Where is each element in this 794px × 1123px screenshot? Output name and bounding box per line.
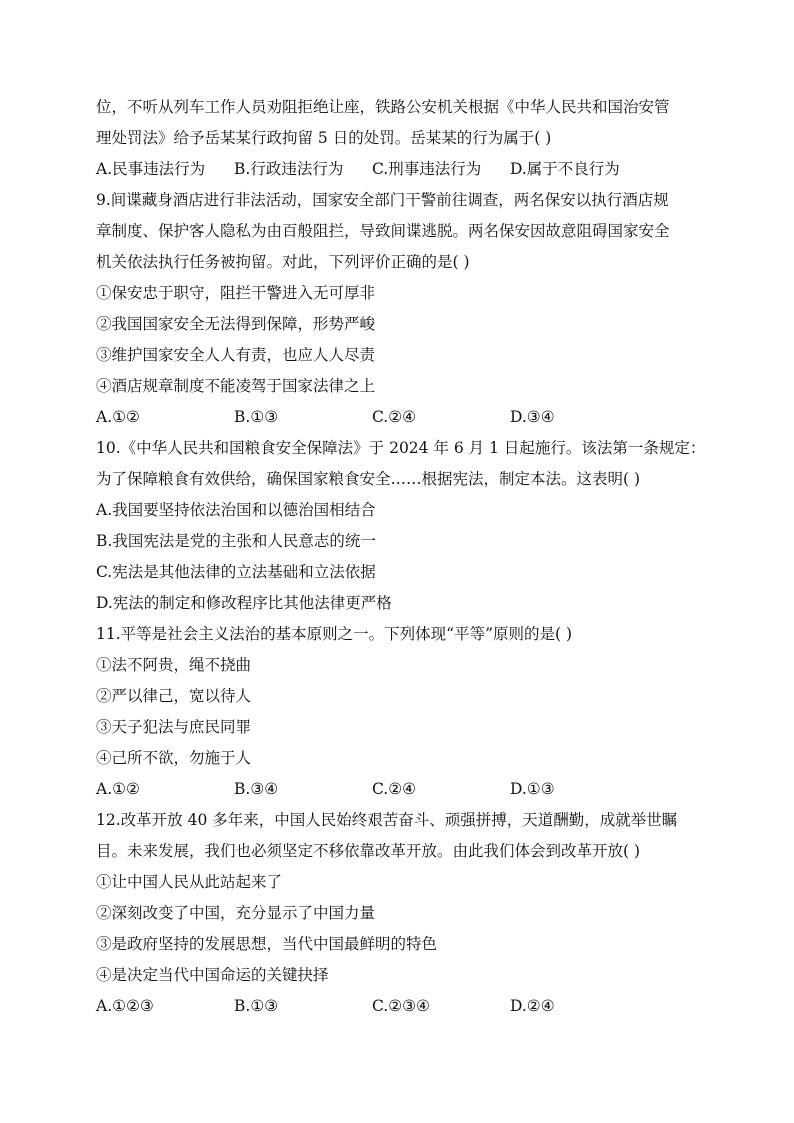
question-8-continued	[96, 92, 706, 185]
question-text-line: 9.间谍藏身酒店进行非法活动，国家安全部门干警前往调查，两名保安以执行酒店规	[96, 191, 669, 209]
question-text-line: 为了保障粮食有效供给，确保国家粮食安全……根据宪法，制定本法。这表明( )	[96, 470, 641, 488]
option-c: C.②④	[372, 780, 417, 798]
option-b: B.③④	[234, 780, 279, 798]
option-a: A.①②	[96, 408, 140, 426]
option-d: D.②④	[510, 997, 555, 1015]
statement-item: ④是决定当代中国命运的关键抉择	[96, 966, 329, 984]
option-b: B.行政违法行为	[234, 160, 344, 178]
question-text-line: 10.《中华人民共和国粮食安全保障法》于 2024 年 6 月 1 日起施行。该法第一条规定：	[96, 439, 706, 457]
statement-item: ③天子犯法与庶民同罪	[96, 718, 252, 736]
question-12	[96, 805, 706, 1022]
option-c: C.刑事违法行为	[372, 160, 482, 178]
option-a: A.我国要坚持依法治国和以德治国相结合	[96, 501, 376, 519]
option-d: D.属于不良行为	[510, 160, 620, 178]
statement-item: ①保安忠于职守，阻拦干警进入无可厚非	[96, 284, 376, 302]
option-a: A.①②	[96, 780, 140, 798]
question-10	[96, 433, 706, 619]
option-d: D.①③	[510, 780, 555, 798]
answer-options	[96, 402, 706, 433]
option-a: A.民事违法行为	[96, 160, 206, 178]
statement-item: ②严以律己，宽以待人	[96, 687, 252, 705]
question-text-line: 目。未来发展，我们也必须坚定不移依靠改革开放。由此我们体会到改革开放( )	[96, 842, 641, 860]
question-text-line: 位，不听从列车工作人员劝阻拒绝让座，铁路公安机关根据《中华人民共和国治安管	[96, 98, 670, 116]
option-c: C.宪法是其他法律的立法基础和立法依据	[96, 563, 376, 581]
option-b: B.我国宪法是党的主张和人民意志的统一	[96, 532, 376, 550]
statement-item: ①法不阿贵，绳不挠曲	[96, 656, 252, 674]
question-9	[96, 185, 706, 433]
statement-item: ②深刻改变了中国，充分显示了中国力量	[96, 904, 376, 922]
statement-item: ③维护国家安全人人有责，也应人人尽责	[96, 346, 376, 364]
statement-item: ①让中国人民从此站起来了	[96, 873, 283, 891]
answer-options	[96, 991, 706, 1022]
option-a: A.①②③	[96, 997, 154, 1015]
option-b: B.①③	[234, 997, 279, 1015]
question-text-line: 11.平等是社会主义法治的基本原则之一。下列体现“平等”原则的是( )	[96, 625, 573, 643]
option-b: B.①③	[234, 408, 279, 426]
option-c: C.②④	[372, 408, 417, 426]
exam-page	[96, 92, 706, 1022]
statement-item: ②我国国家安全无法得到保障，形势严峻	[96, 315, 376, 333]
statement-item: ④己所不欲，勿施于人	[96, 749, 252, 767]
option-d: D.③④	[510, 408, 555, 426]
statement-item: ③是政府坚持的发展思想，当代中国最鲜明的特色	[96, 935, 438, 953]
statement-item: ④酒店规章制度不能凌驾于国家法律之上	[96, 377, 376, 395]
question-text-line: 理处罚法》给予岳某某行政拘留 5 日的处罚。岳某某的行为属于( )	[96, 129, 552, 147]
question-text-line: 机关依法执行任务被拘留。对此，下列评价正确的是( )	[96, 253, 470, 271]
question-11	[96, 619, 706, 805]
option-d: D.宪法的制定和修改程序比其他法律更严格	[96, 594, 392, 612]
answer-options	[96, 154, 706, 185]
question-text-line: 章制度、保护客人隐私为由百般阻拦，导致间谍逃脱。两名保安因故意阻碍国家安全	[96, 222, 670, 240]
option-c: C.②③④	[372, 997, 430, 1015]
answer-options	[96, 774, 706, 805]
question-text-line: 12.改革开放 40 多年来，中国人民始终艰苦奋斗、顽强拼搏，天道酬勤，成就举世瞩	[96, 811, 678, 829]
